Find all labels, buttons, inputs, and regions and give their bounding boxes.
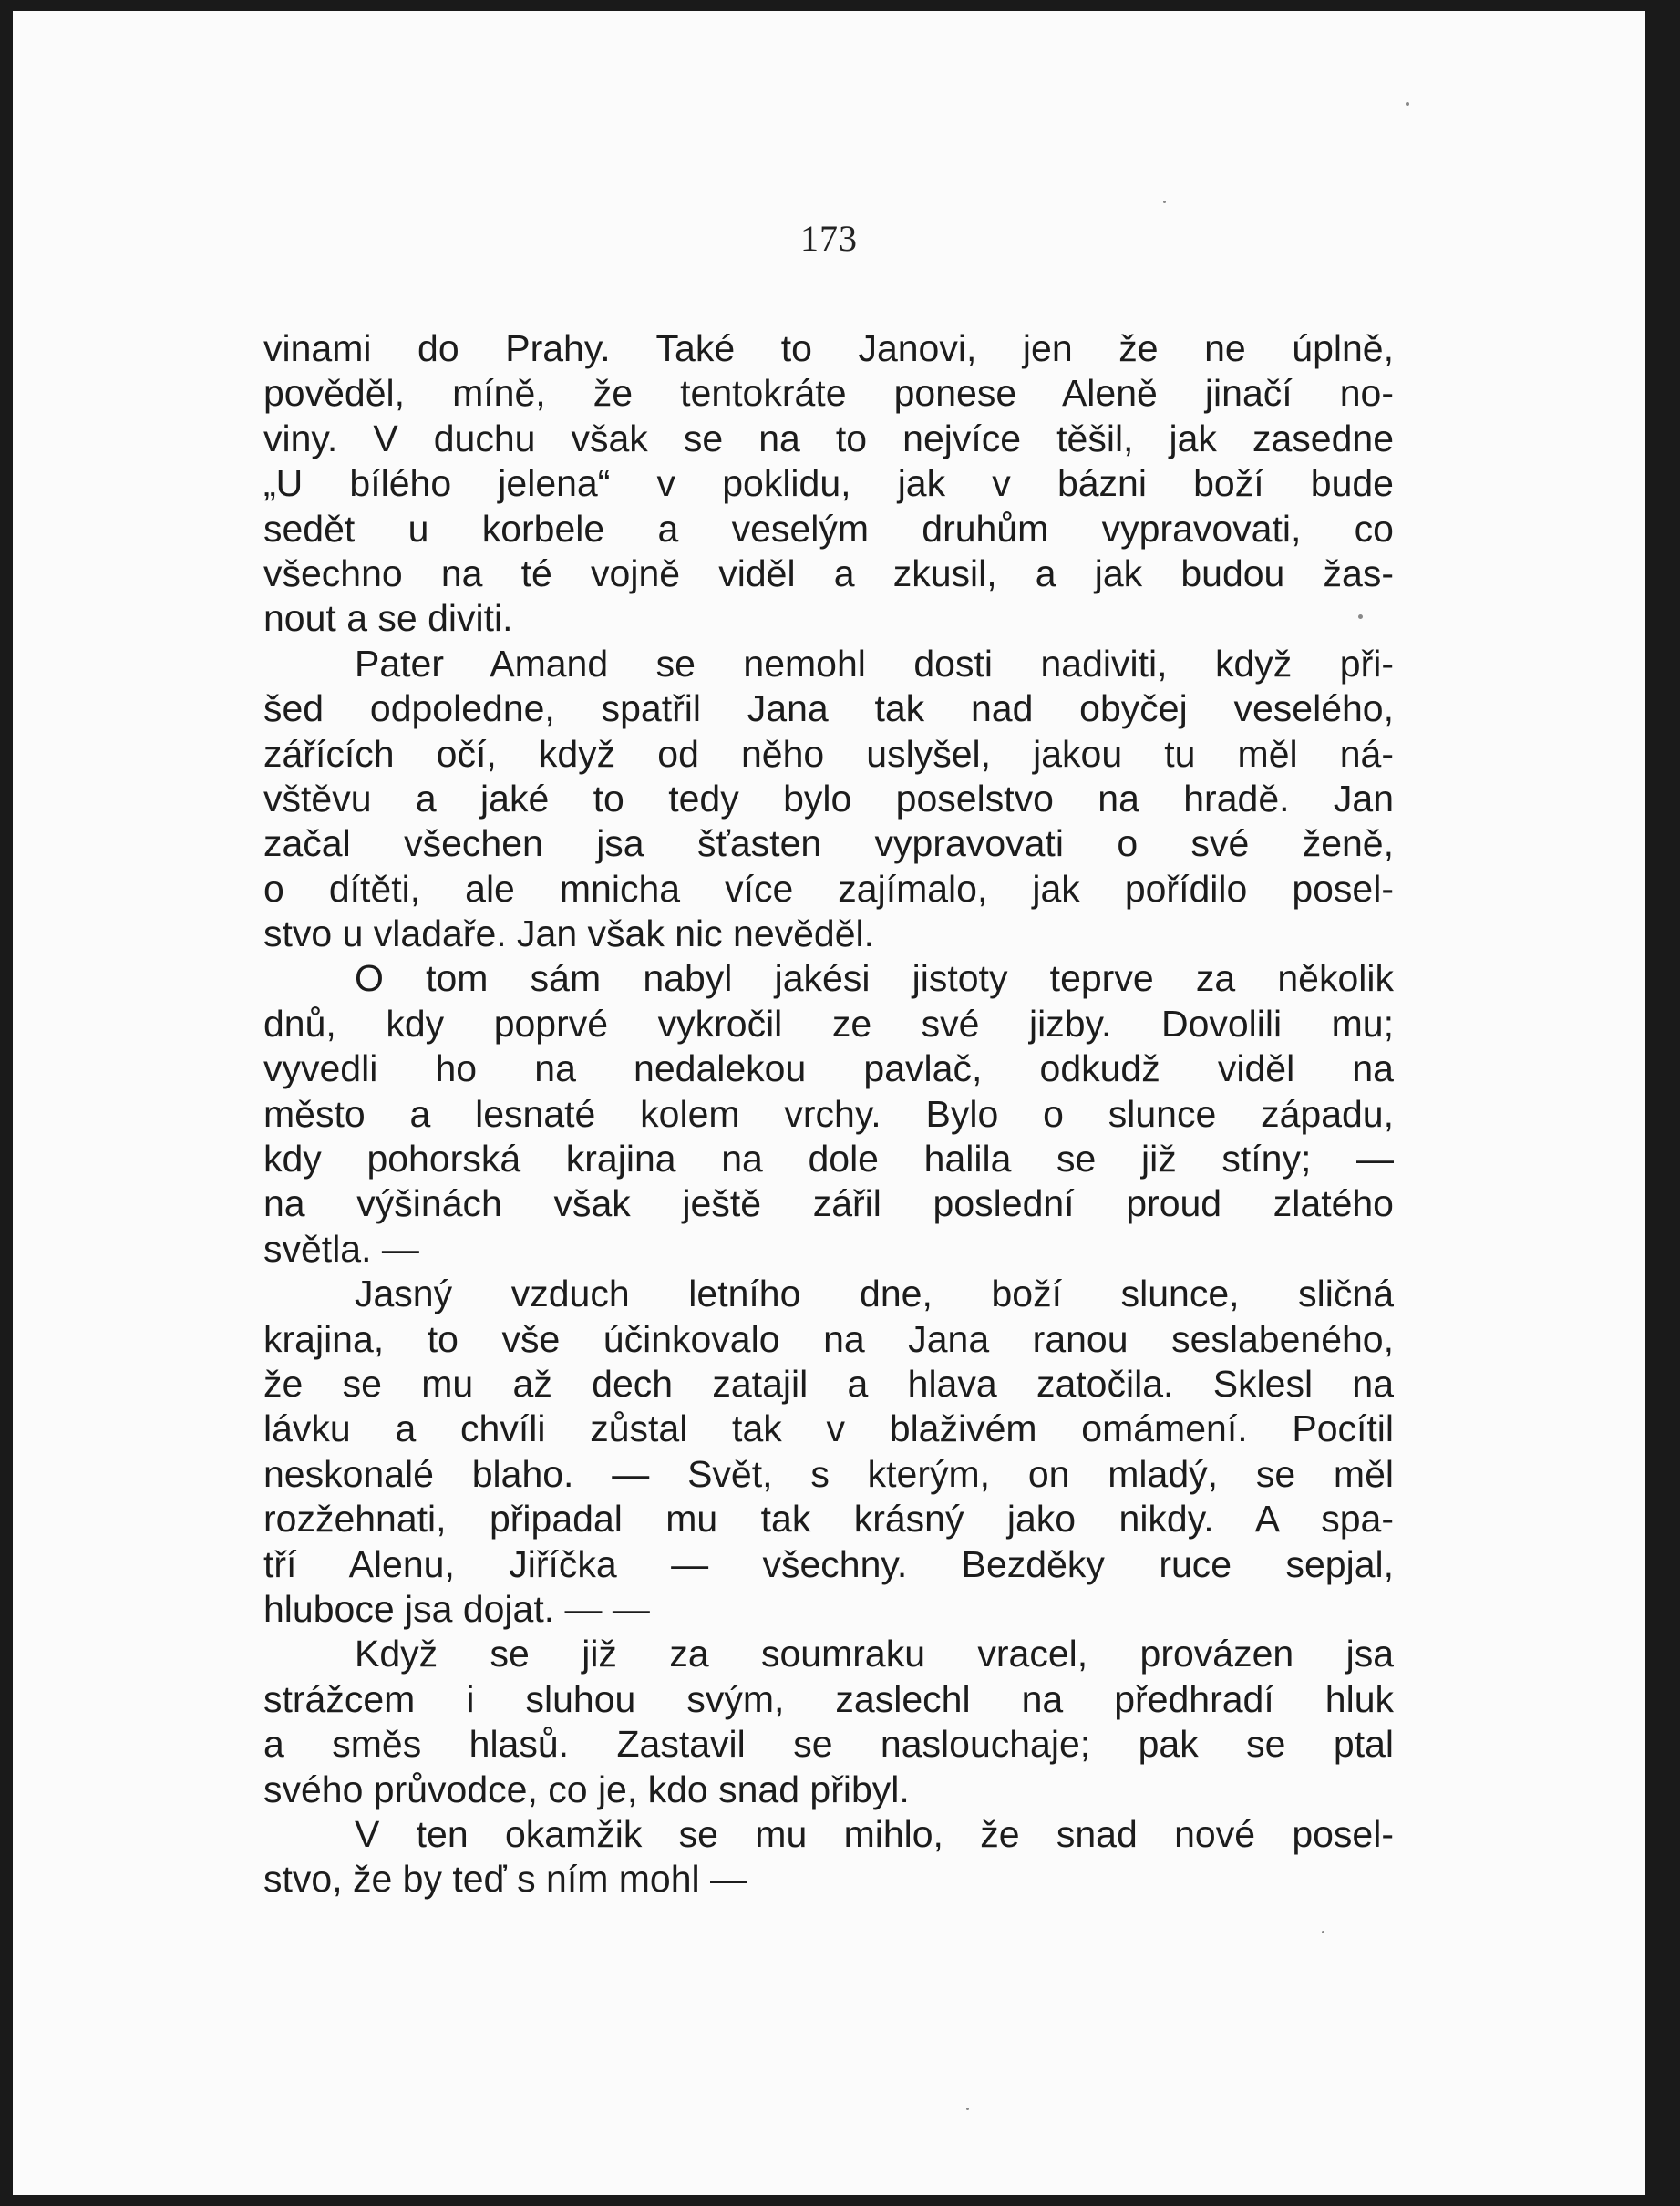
paper-speck: [1406, 102, 1409, 106]
text-line: šed odpoledne, spatřil Jana tak nad obyčej veselého,: [263, 687, 1394, 730]
paper-speck: [1358, 614, 1363, 619]
text-line: a směs hlasů. Zastavil se naslouchaje; pak se ptal: [263, 1723, 1394, 1766]
text-line: stvo, že by teď s ním mohl —: [263, 1858, 748, 1901]
paper-speck: [966, 2108, 969, 2110]
text-line: Pater Amand se nemohl dosti nadiviti, když při-: [355, 642, 1394, 685]
text-line: hluboce jsa dojat. — —: [263, 1587, 650, 1630]
text-line: stvo u vladaře. Jan však nic nevěděl.: [263, 912, 875, 955]
text-line: kdy pohorská krajina na dole halila se již stíny; —: [263, 1138, 1394, 1180]
text-line: tří Alenu, Jiříčka — všechny. Bezděky ruce sepjal,: [263, 1542, 1394, 1585]
text-line: viny. V duchu však se na to nejvíce těšil, jak zasedne: [263, 417, 1394, 459]
text-line: zářících očí, když od něho uslyšel, jakou tu měl ná-: [263, 732, 1394, 775]
text-line: všechno na té vojně viděl a zkusil, a jak budou žas-: [263, 552, 1394, 594]
text-line: rozžehnati, připadal mu tak krásný jako nikdy. A spa-: [263, 1498, 1394, 1541]
text-line: krajina, to vše účinkovalo na Jana ranou seslabeného,: [263, 1317, 1394, 1360]
text-line: o dítěti, ale mnicha více zajímalo, jak pořídilo posel-: [263, 867, 1394, 910]
text-line: vinami do Prahy. Také to Janovi, jen že ne úplně,: [263, 327, 1394, 369]
text-line: „U bílého jelena“ v poklidu, jak v bázni boží bude: [263, 462, 1394, 505]
paper-speck: [1163, 201, 1166, 203]
text-line: Jasný vzduch letního dne, boží slunce, sličná: [355, 1273, 1394, 1315]
scan-border: [1645, 0, 1680, 2206]
text-line: nout a se diviti.: [263, 597, 513, 640]
text-line: vyvedli ho na nedalekou pavlač, odkudž viděl na: [263, 1047, 1394, 1090]
body-text: [263, 326, 1394, 1902]
text-line: na výšinách však ještě zářil poslední proud zlatého: [263, 1182, 1394, 1225]
text-line: že se mu až dech zatajil a hlava zatočila. Sklesl na: [263, 1362, 1394, 1405]
text-line: Když se již za soumraku vracel, provázen jsa: [355, 1633, 1394, 1675]
text-line: O tom sám nabyl jakési jistoty teprve za několik: [355, 957, 1394, 1000]
text-line: strážcem i sluhou svým, zaslechl na předhradí hluk: [263, 1677, 1394, 1720]
text-line: světla. —: [263, 1227, 419, 1270]
text-line: neskonalé blaho. — Svět, s kterým, on mladý, se měl: [263, 1452, 1394, 1495]
text-line: V ten okamžik se mu mihlo, že snad nové posel-: [355, 1812, 1394, 1855]
text-line: město a lesnaté kolem vrchy. Bylo o slunce západu,: [263, 1092, 1394, 1135]
paper-speck: [1322, 1931, 1324, 1933]
page-number: 173: [800, 218, 858, 259]
text-line: pověděl, míně, že tentokráte ponese Aleně jinačí no-: [263, 372, 1394, 415]
text-line: lávku a chvíli zůstal tak v blaživém omámení. Pocítil: [263, 1407, 1394, 1450]
text-line: sedět u korbele a veselým druhům vypravovati, co: [263, 507, 1394, 550]
text-line: začal všechen jsa šťasten vypravovati o své ženě,: [263, 822, 1394, 865]
text-line: dnů, kdy poprvé vykročil ze své jizby. Dovolili mu;: [263, 1002, 1394, 1045]
text-line: vštěvu a jaké to tedy bylo poselstvo na hradě. Jan: [263, 777, 1394, 820]
text-line: svého průvodce, co je, kdo snad přibyl.: [263, 1768, 910, 1810]
book-page: [13, 11, 1645, 2195]
